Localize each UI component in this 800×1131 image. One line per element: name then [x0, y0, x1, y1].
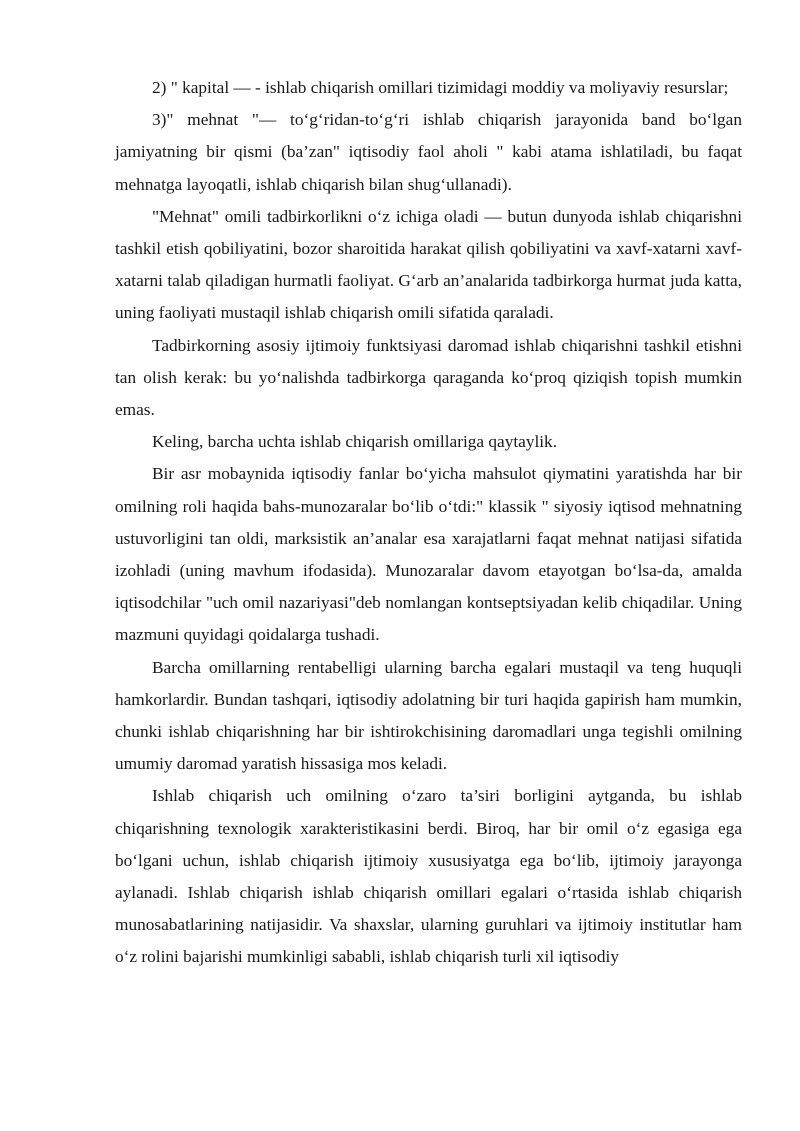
paragraph-labor: 3)" mehnat "— to‘g‘ridan-to‘g‘ri ishlab chiqarish jarayonida band bo‘lgan jamiyatning bir qismi (ba’zan" iqtisodiy faol aholi " kabi atama ishlatiladi, bu faqat mehnatga layoqatli, ishlab chiqarish bilan shug‘ullanadi). — [115, 110, 742, 194]
paragraph-entrepreneurship: "Mehnat" omili tadbirkorlikni o‘z ichiga oladi — butun dunyoda ishlab chiqarishni tashkil etish qobiliyatini, bozor sharoitida harakat qilish qobiliyatini va xavf-xatarni xavf-xatarni talab qiladigan hurmatli faoliyat. G‘arb an’analarida tadbirkorga hurmat juda katta, uning faoliyati mustaqil ishlab chiqarish omili sifatida qaraladi. — [115, 206, 742, 323]
paragraph-debates: Bir asr mobaynida iqtisodiy fanlar bo‘yicha mahsulot qiymatini yaratishda har bir omilning roli haqida bahs-munozaralar bo‘lib o‘tdi:" klassik " siyosiy iqtisod mehnatning ustuvorligini tan oldi, marksistik an’analar esa xarajatlarni faqat mehnat natijasi sifatida izohladi (uning mavhum ifodasida). Munozaralar davom etayotgan bo‘lsa-da, amalda iqtisodchilar "uch omil nazariyasi"deb nomlangan kontseptsiyadan kelib chiqadilar. Uning mazmuni quyidagi qoidalarga tushadi. — [115, 464, 742, 645]
paragraph-entrepreneur-function: Tadbirkorning asosiy ijtimoiy funktsiyasi daromad ishlab chiqarishni tashkil etishni tan olish kerak: bu yo‘nalishda tadbirkorga qaraganda ko‘proq qiziqish topish mumkin emas. — [115, 335, 742, 420]
paragraph-profitability: Barcha omillarning rentabelligi ularning barcha egalari mustaqil va teng huquqli hamkorlardir. Bundan tashqari, iqtisodiy adolatning bir turi haqida gapirish ham mumkin, chunki ishlab chiqarishning har bir ishtirokchisining daromadlari unga tegishli omilning umumiy daromad yaratish hissasiga mos keladi. — [115, 657, 742, 774]
paragraph-interaction: Ishlab chiqarish uch omilning o‘zaro ta’siri borligini aytganda, bu ishlab chiqarishning texnologik xarakteristikasini berdi. Biroq, har bir omil o‘z egasiga ega bo‘lgani uchun, ishlab chiqarish ijtimoiy xususiyatga ega bo‘lib, ijtimoiy jarayonga aylanadi. Ishlab chiqarish ishlab chiqarish omillari egalari o‘rtasida ishlab chiqarish munosabatlarining natijasidir. Va shaxslar, ularning guruhlari va ijtimoiy institutlar ham o‘z rolini bajarishi mumkinligi sababli, ishlab chiqarish turli xil iqtisodiy — [115, 786, 742, 967]
document-body — [115, 72, 742, 974]
paragraph-capital: 2) " kapital — - ishlab chiqarish omillari tizimidagi moddiy va moliyaviy resurslar; — [152, 78, 729, 97]
paragraph-return-to-factors: Keling, barcha uchta ishlab chiqarish omillariga qaytaylik. — [152, 432, 558, 452]
